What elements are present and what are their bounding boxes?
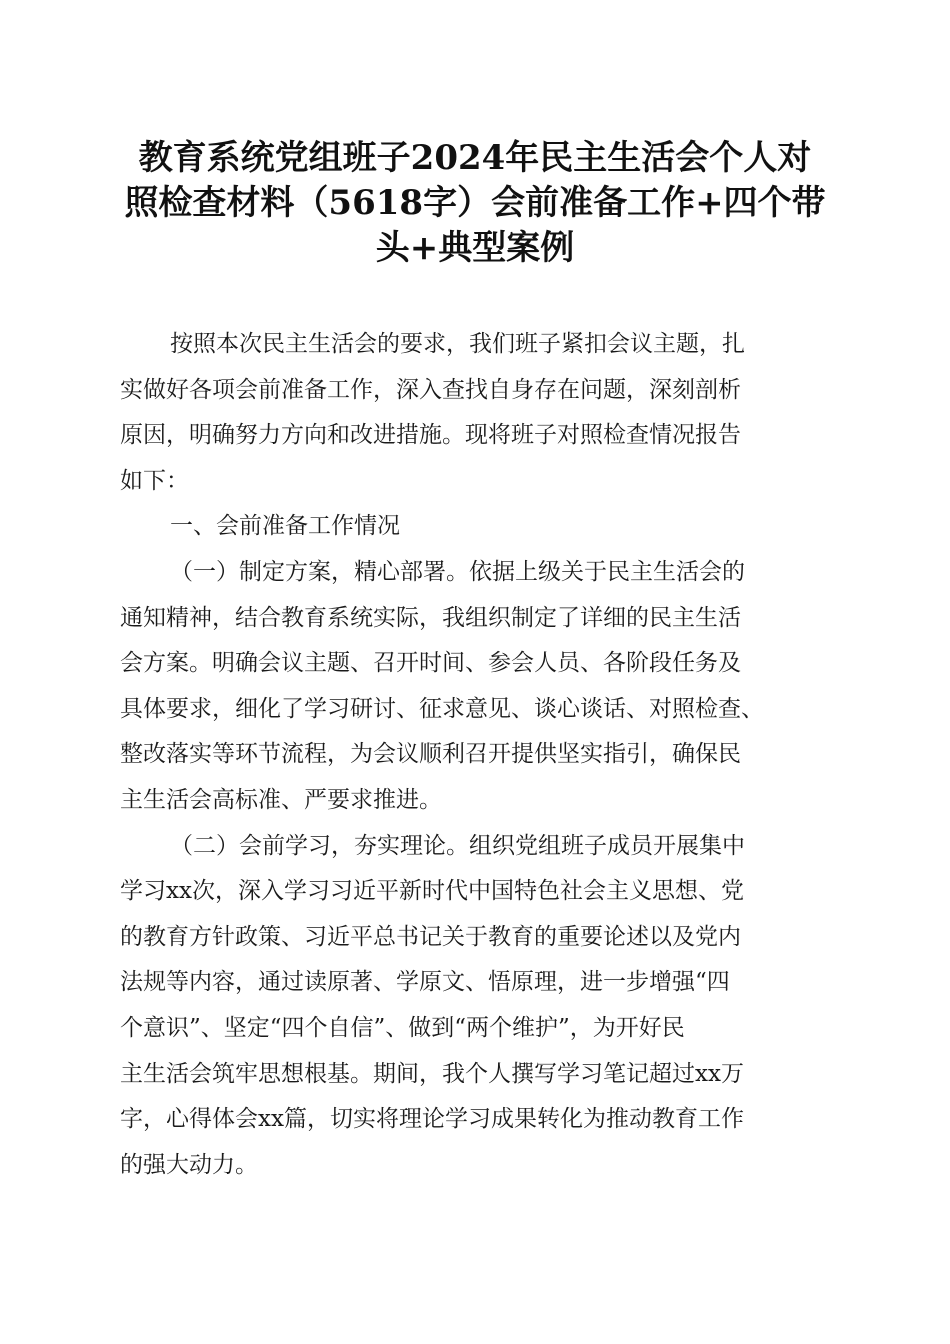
document-body	[120, 322, 830, 1188]
text-line: 主生活会高标准、严要求推进。	[120, 786, 442, 813]
paragraph-item-2	[120, 824, 830, 1189]
paragraph-item-1	[120, 550, 830, 824]
text-line: 实做好各项会前准备工作，深入查找自身存在问题，深刻剖析	[120, 376, 741, 403]
text-line: 具体要求，细化了学习研讨、征求意见、谈心谈话、对照检查、	[120, 695, 764, 722]
text-line: 按照本次民主生活会的要求，我们班子紧扣会议主题，扎	[170, 331, 745, 357]
text-line: 如下：	[120, 467, 189, 494]
text-line: （二）会前学习，夯实理论。组织党组班子成员开展集中	[170, 832, 745, 859]
text-line: 主生活会筑牢思想根基。期间，我个人撰写学习笔记超过xx万	[120, 1060, 744, 1087]
heading-text: 一、会前准备工作情况	[170, 513, 400, 540]
text-line: 学习xx次，深入学习习近平新时代中国特色社会主义思想、党	[120, 878, 744, 905]
document-title	[100, 136, 850, 271]
text-line: 整改落实等环节流程，为会议顺利召开提供坚实指引，确保民	[120, 741, 741, 768]
title-line: 头+典型案例	[375, 228, 575, 268]
text-line: 的强大动力。	[120, 1151, 258, 1178]
intro-paragraph	[120, 322, 830, 504]
text-line: 原因，明确努力方向和改进措施。现将班子对照检查情况报告	[120, 422, 741, 449]
text-line: 的教育方针政策、习近平总书记关于教育的重要论述以及党内	[120, 923, 741, 950]
text-line: 个意识”、坚定“四个自信”、做到“两个维护”，为开好民	[120, 1014, 685, 1041]
title-line: 照检查材料（5618字）会前准备工作+四个带	[124, 183, 826, 223]
title-line: 教育系统党组班子2024年民主生活会个人对	[138, 138, 812, 178]
text-line: 通知精神，结合教育系统实际，我组织制定了详细的民主生活	[120, 604, 741, 631]
text-line: （一）制定方案，精心部署。依据上级关于民主生活会的	[170, 558, 745, 585]
section-heading	[120, 504, 830, 550]
text-line: 会方案。明确会议主题、召开时间、参会人员、各阶段任务及	[120, 650, 741, 677]
text-line: 字，心得体会xx篇，切实将理论学习成果转化为推动教育工作	[120, 1106, 744, 1133]
text-line: 法规等内容，通过读原著、学原文、悟原理，进一步增强“四	[120, 969, 730, 996]
